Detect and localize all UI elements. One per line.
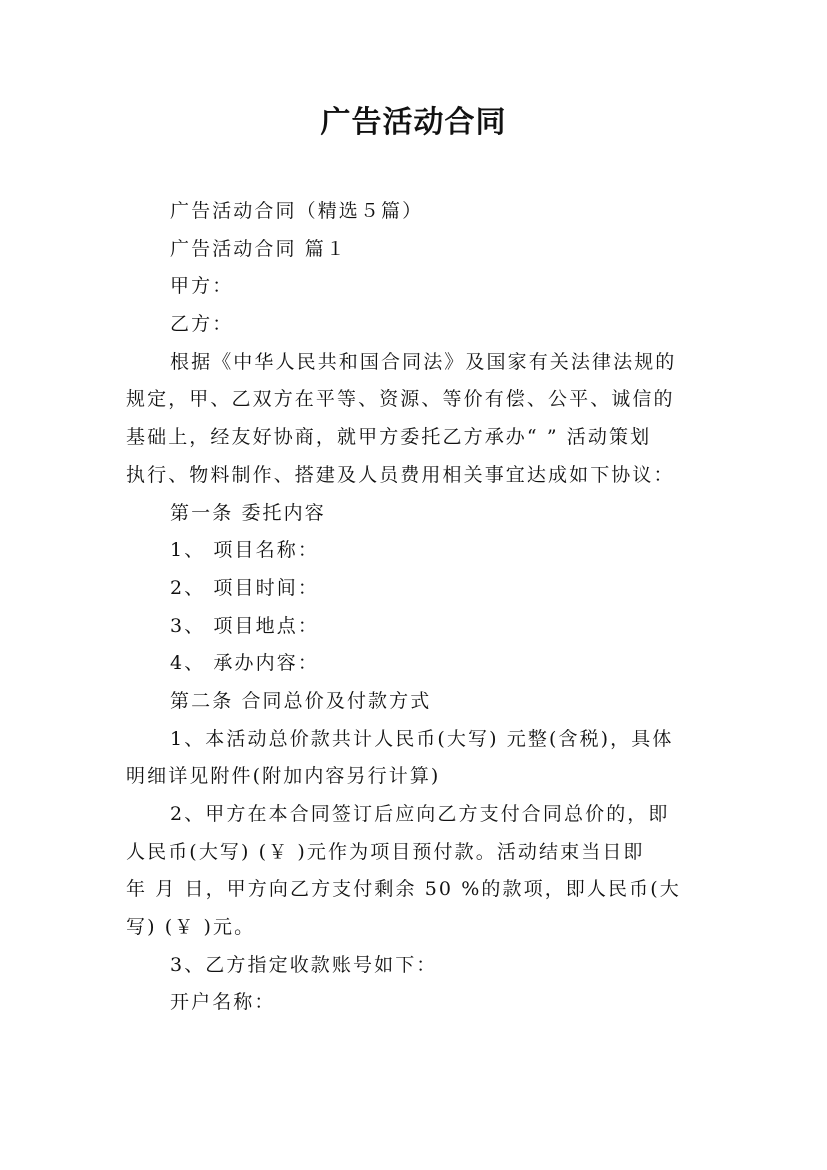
paragraph-line: 2、 项目时间： [170,576,319,599]
paragraph-line: 第一条 委托内容 [170,501,326,524]
paragraph-line: 1、 项目名称： [170,539,319,562]
paragraph-line: 写) (￥ )元。 [126,916,256,939]
paragraph-line: 2、甲方在本合同签订后应向乙方支付合同总价的，即 [170,803,670,825]
paragraph-line: 根据《中华人民共和国合同法》及国家有关法律法规的 [170,350,677,373]
paragraph-line: 执行、物料制作、搭建及人员费用相关事宜达成如下协议： [126,463,675,486]
paragraph-line: 开户名称： [170,991,276,1014]
paragraph-line: 年 月 日，甲方向乙方支付剩余 50 %的款项，即人民币(大 [126,878,681,901]
document-title: 广告活动合同 [320,105,507,140]
document-body [126,193,706,1022]
paragraph-line: 广告活动合同 篇１ [170,237,347,260]
paragraph-line: 甲方： [170,275,234,298]
paragraph-line: 第二条 合同总价及付款方式 [170,689,432,712]
paragraph-line: 1、本活动总价款共计人民币(大写) 元整(含税)，具体 [170,727,674,750]
paragraph-line: 基础上，经友好协商，就甲方委托乙方承办“ ” 活动策划 [126,426,652,449]
paragraph-line: 人民币(大写) (￥ )元作为项目预付款。活动结束当日即 [126,840,645,863]
paragraph-line: 3、乙方指定收款账号如下： [170,953,438,976]
paragraph-line: 规定，甲、乙双方在平等、资源、等价有偿、公平、诚信的 [126,388,675,411]
paragraph-line: 4、 承办内容： [170,652,319,675]
paragraph-line: 广告活动合同（精选５篇） [170,200,424,222]
paragraph-line: 乙方： [170,313,234,336]
paragraph-line: 3、 项目地点： [170,614,319,637]
paragraph-line: 明细详见附件(附加内容另行计算) [126,765,441,788]
